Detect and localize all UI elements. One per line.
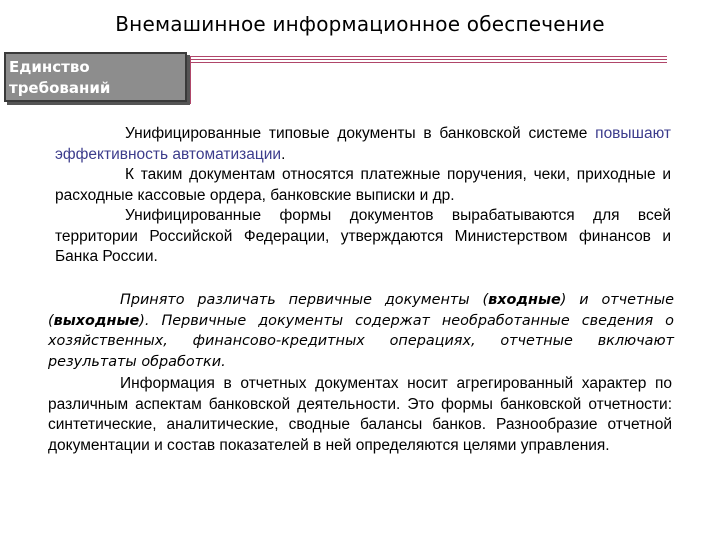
term-input: входные [488, 292, 561, 308]
paragraph-report-information: Информация в отчетных документах носит агрегированный характер по различным аспектам банковской деятельности. Это формы банковской отчетности: синтетические, аналитические, сводные балансы банков. Разнообразие отчетной документации и состав показателей в ней определяются целями управления. [48, 375, 672, 454]
text-span: ) и отчетные ( [48, 292, 674, 329]
text-block-unified-documents [55, 124, 671, 268]
text-block-report-information [48, 374, 672, 456]
paragraph-unified-documents [55, 124, 671, 165]
text-block-document-classes [48, 290, 674, 372]
text-span: Принято различать первичные документы ( [120, 292, 489, 308]
paragraph-unified-forms: Унифицированные формы документов вырабатываются для всей территории Российской Федерации, утверждаются Министерством финансов и Банка России. [55, 207, 671, 265]
header-rule-1 [190, 56, 667, 57]
slide-title: Внемашинное информационное обеспечение [115, 12, 605, 36]
header-rule-2 [190, 59, 667, 60]
paragraph-document-types: К таким документам относятся платежные поручения, чеки, приходные и расходные кассовые ордера, банковские выписки и др. [55, 166, 671, 204]
paragraph-primary-output-documents [48, 290, 674, 372]
highlighted-phrase: повышают эффективность автоматизации [55, 125, 671, 163]
badge-line-2: требований [9, 79, 111, 97]
text-span: Унифицированные типовые документы в банковской системе [125, 125, 596, 142]
header-vertical-rule [190, 56, 191, 104]
section-badge [4, 52, 187, 102]
badge-line-1: Единство [9, 58, 90, 76]
header-rule-3 [190, 62, 667, 63]
text-span: . [281, 145, 286, 163]
term-output: выходные [53, 312, 140, 329]
text-span: ). Первичные документы содержат необработанные сведения о хозяйственных, финансово-кредитных операциях, отчетные включают результаты обработки. [48, 312, 674, 370]
